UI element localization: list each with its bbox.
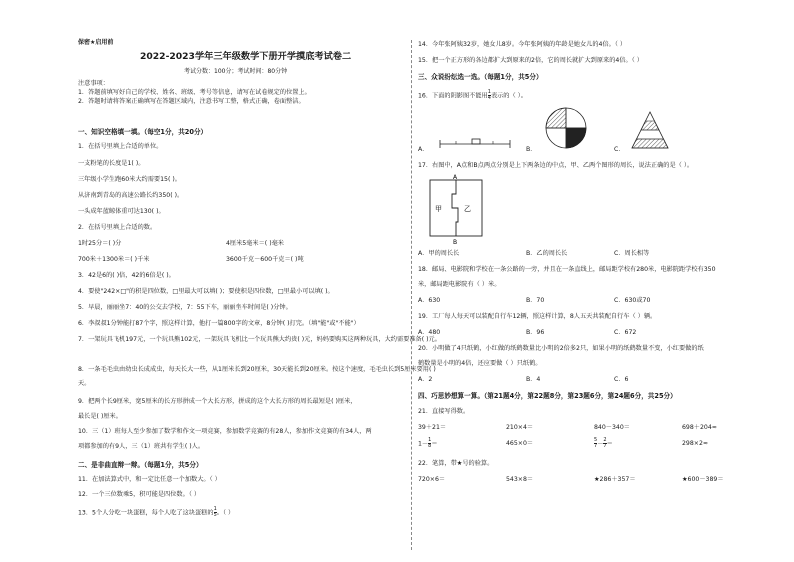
question-13: [78, 507, 234, 518]
question-20a: 20．小明做了4只纸鹤，小红做的纸鹤数量比小明的2倍多2只，如果小明的纸鹤数量不变，小红要做的纸: [418, 345, 704, 352]
figure-b-circle: [546, 108, 586, 148]
question-3: 3．42是6的( )倍，42的6倍是( )。: [78, 272, 175, 279]
question-19: 19．工厂每人每天可以装配自行车12辆，照这样计算，8人五天共装配自行车（ ）辆。: [418, 313, 657, 320]
calc-item: ★286＋357＝: [594, 476, 636, 483]
question-20b: 鹤数量是小明的4倍，还应要做（ ）只纸鹤。: [418, 360, 542, 367]
calc-item: 543×8＝: [506, 476, 534, 483]
column-divider: [411, 40, 412, 550]
fraction-denominator: 4: [487, 95, 491, 101]
question-16: [418, 90, 527, 101]
question-2: 2．在括号里填上合适的数。: [78, 224, 157, 231]
question-10b: 项都参加的有9人，三（1）班共有学生( )人。: [78, 443, 205, 450]
question-8a: 8．一条毛毛虫由幼虫长成成虫，每天长大一些，从1厘米长到20厘米，30天能长到20厘米。按这个速度，毛毛虫长到5厘米要用( ): [78, 366, 436, 373]
question-20-option-b[interactable]: B．4: [526, 376, 541, 383]
calc-item: 465×0＝: [506, 440, 534, 447]
question-18-option-a[interactable]: A．630: [418, 297, 441, 304]
fraction-numerator: 1: [428, 437, 432, 443]
note-1: 1．答题前填写好自己的学校、姓名、班级、考号等信息，请写在试卷规定的位置上。: [78, 89, 311, 96]
question-2c: 700米＋1300米＝( )千米: [78, 256, 150, 263]
note-2: 2．答题时请将答案正确填写在答题区域内，注意书写工整，格式正确，卷面整洁。: [78, 98, 305, 105]
question-16-figures: [418, 104, 770, 154]
question-1c: 从济南到青岛的高速公路长约350( )。: [78, 192, 184, 199]
calc-item: 39＋21＝: [418, 424, 447, 431]
fraction-numerator: 5: [594, 437, 598, 443]
question-16-tail: 表示的（ ）。: [490, 92, 527, 100]
question-16-option-b[interactable]: B．: [526, 146, 537, 153]
section-1-title: 一、知识空格填一填。（每空1分，共20分）: [78, 128, 208, 136]
question-13-tail: 。（ ）: [216, 509, 235, 517]
question-15: 15．把一个正方形的各边都扩大到原来的2倍，它的周长就扩大到原来的4倍。（ ）: [418, 57, 643, 64]
question-11: 11．在加法算式中，和一定比任意一个加数大。（ ）: [78, 476, 221, 483]
question-19-option-c[interactable]: C．672: [614, 329, 637, 336]
question-5: 5．早晨，丽丽坐7：40的公交去学校，7：55下车，丽丽坐车时间是( )分钟。: [78, 304, 292, 311]
question-17-option-b[interactable]: B．乙的周长长: [526, 250, 568, 257]
right-column: [418, 0, 770, 562]
q17-label-yi: 乙: [464, 205, 471, 213]
question-18-option-c[interactable]: C．630或70: [614, 297, 651, 304]
notes-title: 注意事项：: [78, 80, 109, 87]
q17-label-b: B: [453, 239, 458, 246]
calc-item: 720×6＝: [418, 476, 446, 483]
question-17-option-a[interactable]: A．甲的周长长: [418, 250, 460, 257]
fraction-denominator: 7: [603, 443, 607, 449]
question-14: 14．今年张阿姨32岁，她女儿8岁。今年张阿姨的年龄是她女儿的4倍。（ ）: [418, 41, 627, 48]
calc-operator: －: [597, 440, 604, 448]
question-13-text: 13．5个人分吃一块蛋糕，每个人吃了这块蛋糕的: [78, 509, 214, 517]
q17-label-a: A: [453, 174, 458, 181]
fraction-numerator: 2: [603, 437, 607, 443]
question-2d: 3600千克－600千克＝( )吨: [226, 256, 304, 263]
calc-suffix: ＝: [431, 440, 438, 448]
question-16-option-c[interactable]: C．: [614, 146, 625, 153]
page-title: 2022-2023学年三年级数学下册开学摸底考试卷二: [140, 51, 352, 62]
question-1a: 一支粉笔的长度是1( )。: [78, 160, 145, 167]
question-17: 17．右图中，A点和B点两点分别是上下两条边的中点，甲、乙两个图形的周长，说法正确的是（ ）。: [418, 162, 694, 169]
q17-label-jia: 甲: [435, 205, 442, 213]
question-22: 22．笔算，带★号的验算。: [418, 460, 494, 467]
figure-a-segment: [440, 139, 510, 148]
calc-item: 298×2≈: [682, 440, 709, 447]
question-16-option-a[interactable]: A．: [418, 146, 429, 153]
question-17-figure: [428, 174, 488, 246]
section-4-title: 四、巧思妙想算一算。（第21题4分，第22题8分，第23题6分，第24题6分，共25分）: [418, 392, 677, 400]
question-21: 21．直接写得数。: [418, 408, 470, 415]
question-12: 12．一个三位数乘5，积可能是四位数。（ ）: [78, 491, 201, 498]
question-9a: 9．把两个长9厘米，宽5厘米的长方形拼成一个大长方形，拼成的这个大长方形的周长最短是( )厘米，: [78, 398, 357, 405]
question-10a: 10．三（1）班每人至少参加了数学和作文一项竞赛，参加数学竞赛的有28人，参加作文竞赛的有34人，两: [78, 428, 372, 435]
fraction-denominator: 5: [213, 512, 217, 518]
question-1d: 一头成年蓝鲸体重可达130( )。: [78, 208, 165, 215]
calc-item: 840－340＝: [594, 424, 630, 431]
question-2b: 4厘米5毫米＝( )毫米: [226, 240, 284, 247]
fraction-numerator: 1: [487, 89, 491, 95]
question-1b: 三年级小学生跑60米大约需要15( )。: [78, 176, 181, 183]
fraction-denominator: 8: [428, 443, 432, 449]
question-20-option-c[interactable]: C．6: [614, 376, 629, 383]
question-1: 1．在括号里填上合适的单位。: [78, 143, 163, 150]
question-9b: 最长是( )厘米。: [78, 413, 122, 420]
question-8b: 天。: [78, 380, 91, 387]
calc-item: ★600－389＝: [682, 476, 724, 483]
secret-label: 保密★启用前: [78, 39, 114, 46]
calc-item-fraction-c: [594, 438, 613, 449]
question-4: 4．要使"242×□"的积是四位数，□里最大可以填( )；要使积是四位数，□里最小可以填( )。: [78, 288, 334, 295]
fraction-numerator: 1: [213, 506, 217, 512]
calc-suffix: ＝: [606, 440, 613, 448]
question-19-option-a[interactable]: A．480: [418, 329, 441, 336]
calc-item-fraction-a: [418, 438, 438, 449]
question-17-option-c[interactable]: C．周长相等: [614, 250, 650, 257]
question-19-option-b[interactable]: B．96: [526, 329, 545, 336]
question-7: 7．一架玩具飞机197元，一个玩具熊102元，一架玩具飞机比一个玩具熊大约贵( )元，妈妈要购买这两种玩具，大约需要准备( )元。: [78, 336, 441, 343]
question-18a: 18．邮局、电影院和学校在一条公路的一旁，并且在一条直线上，邮局距学校有280米，电影院距学校有350: [418, 266, 716, 273]
calc-prefix: 1－: [418, 440, 429, 448]
question-18-option-b[interactable]: B．70: [526, 297, 545, 304]
question-16-text: 16．下面的阴影图不能用: [418, 92, 488, 100]
fraction-denominator: 7: [594, 443, 598, 449]
figure-c-triangle: [632, 112, 668, 148]
calc-item: 210×4＝: [506, 424, 534, 431]
calc-item: 698＋204≈: [682, 424, 717, 431]
question-6: 6．李叔叔1分钟能打87个字，照这样计算，他打一篇800字的文章，8分钟( )打完。（填"能"或"不能"）: [78, 320, 360, 327]
section-2-title: 二、是非曲直辩一辩。（每题1分，共5分）: [78, 461, 203, 469]
question-18b: 米，邮局距电影院有（ ）米。: [418, 281, 501, 288]
section-3-title: 三、众说纷纭选一选。（每题1分，共5分）: [418, 73, 543, 81]
question-20-option-a[interactable]: A．2: [418, 376, 433, 383]
question-2a: 1时25分＝( )分: [78, 240, 122, 247]
exam-meta: 考试分数：100分；考试时间：80分钟: [184, 68, 288, 75]
